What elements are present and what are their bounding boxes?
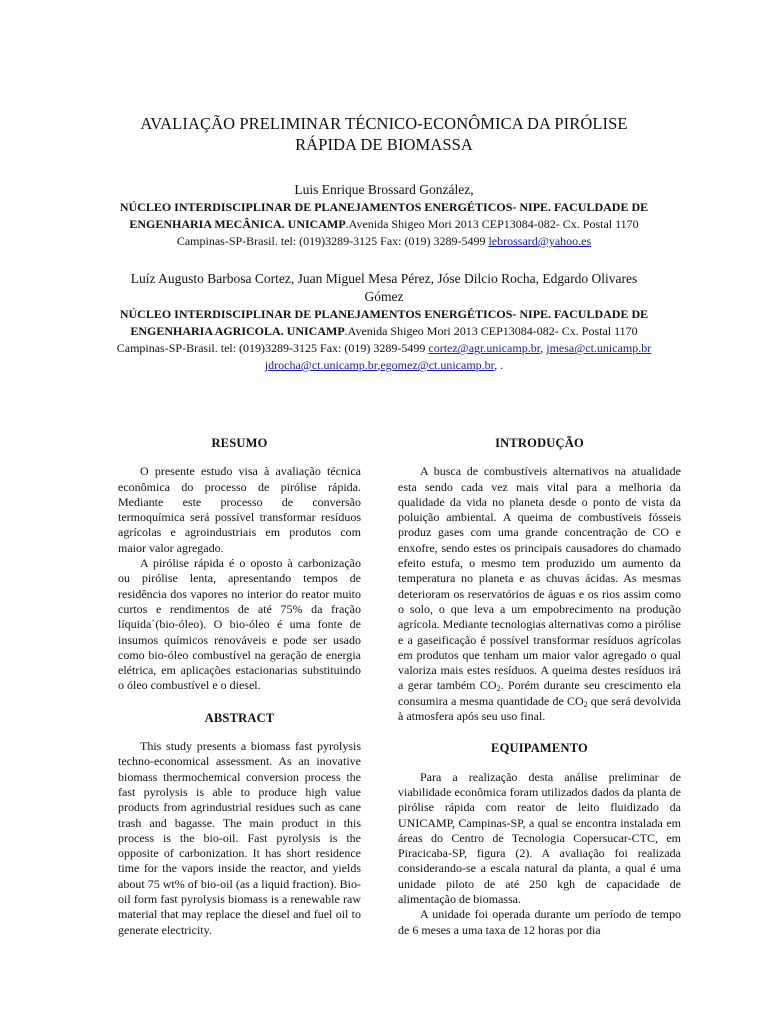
author-2-names-line-2: Gómez [364,289,404,304]
author-block-2 [70,270,698,374]
author-2-contact: Campinas-SP-Brasil. tel: (019)3289-3125 Fax: (019) 3289-5499 [116,341,429,355]
equipamento-heading: EQUIPAMENTO [491,741,588,756]
author-2-address: .Avenida Shigeo Mori 2013 CEP13084-082- Cx. Postal 1170 [344,324,638,338]
email-link-jdrocha[interactable]: jdrocha@ct.unicamp.br [264,358,378,372]
author-1-institution-line-1: NÚCLEO INTERDISCIPLINAR DE PLANEJAMENTOS ENERGÉTICOS- NIPE. FACULDADE DE [119,200,649,214]
right-column [398,436,681,938]
resumo-paragraph-2: A pirólise rápida é o oposto à carbonização ou pirólise lenta, apresentando tempos de residência dos vapores no interior do reator muito curtos e rendimentos de até 75% da fração líquida`(bio-óleo). O bio-óleo é uma fonte de insumos químicos renováveis e pode ser usado como bio-óleo combustível na geração de energia elétrica, em aplicações estacionarias substituindo o óleo combustível e o diesel. [118,556,361,693]
title-line-1: AVALIAÇÃO PRELIMINAR TÉCNICO-ECONÔMICA DA PIRÓLISE [140,114,628,133]
email-separator: , [540,341,547,355]
equipamento-paragraph-2: A unidade foi operada durante um período de tempo de 6 meses a uma taxa de 12 horas por dia [398,907,681,937]
abstract-paragraph-1: This study presents a biomass fast pyrolysis techno-economical assessment. As an inovative biomass thermochemical conversion process the fast pyrolysis is able to produce high value products from agrindustrial residues such as cane trash and bagasse. The main product in this process is the bio-oil. Fast pyrolysis is the opposite of carbonization. It has short residence time for the vapors inside the reactor, and yields about 75 wt% of bio-oil (as a liquid fraction). Bio-oil form fast pyrolysis biomass is a renewable raw material that may replace the diesel and fuel oil to generate electricity. [118,739,361,937]
title-line-2: RÁPIDA DE BIOMASSA [295,135,473,154]
author-block-1 [70,181,698,250]
resumo-paragraph-1: O presente estudo visa à avaliação técnica econômica do processo de pirólise rápida. Mediante este processo de conversão termoquímica será possível transformar resíduos agrícolas e agroindustriais em produtos com maior valor agregado. [118,464,361,555]
intro-text-part-a: A busca de combustíveis alternativos na atualidade esta sendo cada vez mais vital para a melhoria da qualidade da vida no planeta desde o ponto de vista da poluição ambiental. A queima de combustíveis fósseis produz gases com uma grande concentração de CO e enxofre, sendo estes os principais causadores do chamado efeito estufa, o mesmo tem produzido um aumento da temperatura no planeta e as chuvas ácidas. As mesmas deterioram os reservatórios de águas e os rios assim como o solo, o que leva a um empobrecimento na produção agrícola. Mediante tecnologias alternativas como a pirólise e a gaseificação é possível transformar resíduos agrícolas em produtos que tenham um maior valor agregado o qual valoriza mais estes resíduos. A queima destes resíduos irá a gerar também CO [398,464,681,693]
email-link-egomez[interactable]: egomez@ct.unicamp.br [380,358,495,372]
introducao-heading: INTRODUÇÃO [495,436,584,450]
author-1-address: .Avenida Shigeo Mori 2013 CEP13084-082- Cx. Postal 1170 [345,217,639,231]
email-link-jmesa[interactable]: jmesa@ct.unicamp.br [546,341,652,355]
author-2-names-line-1: Luíz Augusto Barbosa Cortez, Juan Miguel Mesa Pérez, Jóse Dilcio Rocha, Edgardo Olivares [130,271,638,286]
left-column [118,436,361,938]
author-1-email-link[interactable]: lebrossard@yahoo.es [488,234,592,248]
email-separator: , [377,358,381,372]
email-trailing: , . [494,358,504,372]
abstract-heading: ABSTRACT [204,710,275,725]
email-link-cortez[interactable]: cortez@agr.unicamp.br [428,341,541,355]
paper-title [80,113,688,155]
resumo-heading: RESUMO [211,436,268,450]
equipamento-paragraph-1: Para a realização desta análise preliminar de viabilidade econômica foram utilizados dados da planta de pirólise rápida com reator de leito fluidizado da UNICAMP, Campinas-SP, a qual se encontra instalada em áreas do Centro de Tecnologia Copersucar-CTC, em Piracicaba-SP, figura (2). A avaliação foi realizada considerando-se a escala natural da planta, a qual é uma unidade piloto de até 250 kgh de capacidade de alimentação de biomassa. [398,769,681,907]
author-1-contact: Campinas-SP-Brasil. tel: (019)3289-3125 Fax: (019) 3289-5499 [176,234,489,248]
author-1-name: Luis Enrique Brossard González, [294,182,474,197]
co2-subscript: 2 [583,699,588,709]
intro-text-part-c: que será devolvida à atmosfera após seu uso final. [398,693,681,724]
author-2-institution-name: ENGENHARIA AGRICOLA. UNICAMP [130,324,345,338]
author-2-institution-line-1: NÚCLEO INTERDISCIPLINAR DE PLANEJAMENTOS ENERGÉTICOS- NIPE. FACULDADE DE [119,307,649,321]
author-1-institution-name: ENGENHARIA MECÂNICA. UNICAMP [129,217,346,231]
intro-text-part-b: . Porém durante seu crescimento ela consumira a mesma quantidade de CO [398,678,681,708]
introducao-paragraph-1 [398,464,681,724]
co2-subscript: 2 [496,684,501,694]
